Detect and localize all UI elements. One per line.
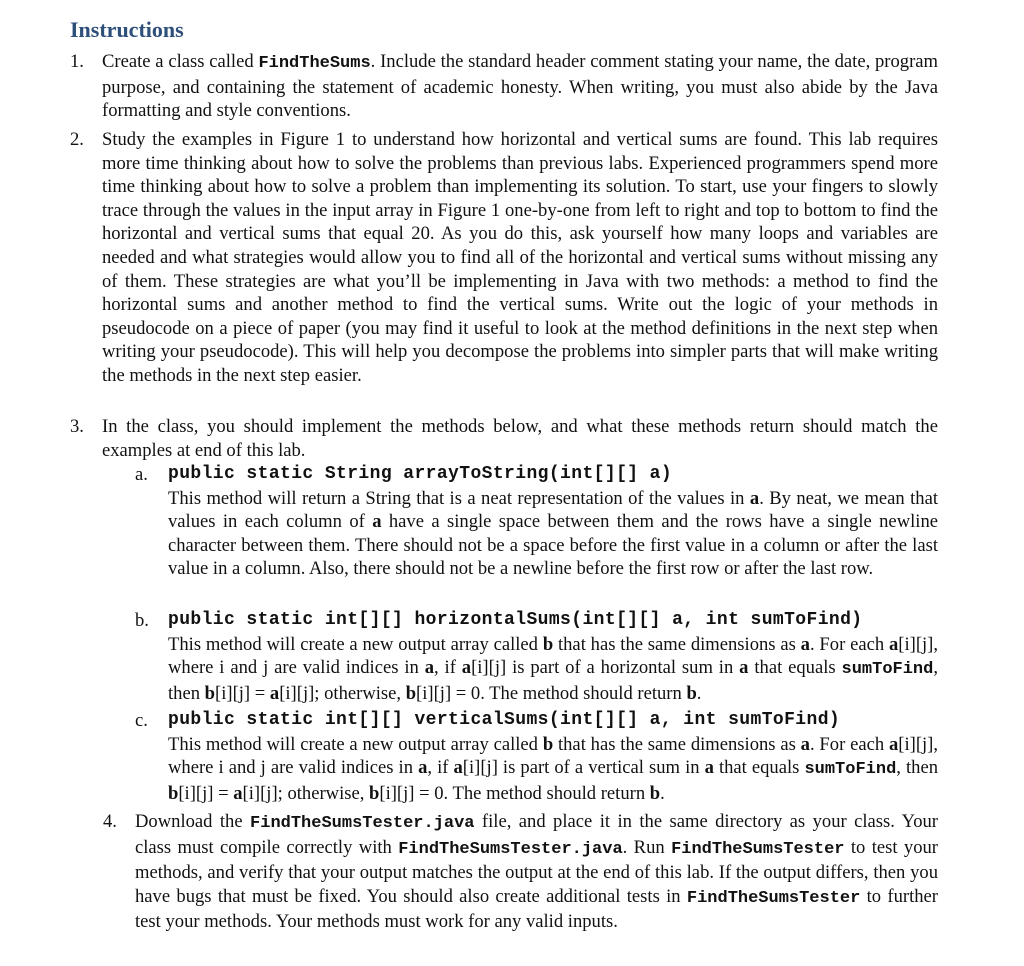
substep-b-description: This method will create a new output array called b that has the same dimensions as a. For each a[i][j], where i and j are valid indices in a, if a[i][j] is part of a horizontal sum in a that equals sumToFind, then b[i][j] = a[i][j]; otherwise, b[i][j] = 0. The method should return b. [168,633,939,704]
substep-letter: b. [135,610,149,631]
substep-letter: a. [135,464,148,485]
substep-letter: c. [135,710,148,731]
instructions-heading: Instructions [70,17,184,42]
step-number: 3. [70,416,84,437]
method-signature-horizontalSums: public static int[][] horizontalSums(int[][] a, int sumToFind) [168,610,863,630]
substep-a-description: This method will return a String that is a neat representation of the values in a. By neat, we mean that values in each column of a have a single space between them and the rows have a single newline character between them. There should not be a space before the first value in a column or after the last value in a column. Also, there should not be a newline before the first row or after the last row. [168,487,938,580]
tester-filename: FindTheSumsTester.java [250,814,475,833]
substep-b [135,609,938,705]
step-4 [103,810,938,934]
step-4-text: Download the FindTheSumsTester.java file, and place it in the same directory as your class. Your class must compile correctly with FindTheSumsTester.java. Run FindTheSumsTester to test your methods, and verify that your output matches the output at the end of this lab. If the output differs, then you have bugs that must be fixed. You should also create additional tests in FindTheSumsTester to further test your methods. Your methods must work for any valid inputs. [135,811,938,933]
step-1-text: Create a class called FindTheSums. Include the standard header comment stating your name, the date, program purpose, and containing the statement of academic honesty. When writing, you must also abide by the Java formatting and style conventions. [102,51,938,122]
substep-c-description: This method will create a new output array called b that has the same dimensions as a. For each a[i][j], where i and j are valid indices in a, if a[i][j] is part of a vertical sum in a that equals sumToFind, then b[i][j] = a[i][j]; otherwise, b[i][j] = 0. The method should return b. [168,733,939,804]
method-signature-arrayToString: public static String arrayToString(int[][] a) [168,464,673,484]
step-3-text: In the class, you should implement the methods below, and what these methods return should match the examples at end of this lab. [102,416,938,461]
step-3 [70,415,938,462]
step-number: 1. [70,51,84,72]
substep-a [135,463,938,581]
substep-c [135,709,938,805]
step-2-text: Study the examples in Figure 1 to understand how horizontal and vertical sums are found. This lab requires more time thinking about how to solve the problems than previous labs. Experienced programmers spend more time thinking about how to solve a problem than implementing its solution. To start, use your fingers to slowly trace through the values in the input array in Figure 1 one-by-one from left to right and top to bottom to find the horizontal and vertical sums that equal 20. As you do this, ask yourself how many loops and variables are needed and what strategies would allow you to find all of the horizontal and vertical sums without missing any of them. These strategies are what you’ll be implementing in Java with two methods: a method to find the horizontal sums and another method to find the vertical sums. Write out the logic of your methods in pseudocode on a piece of paper (you may find it useful to look at the method definitions in the next step when writing your pseudocode). This will help you decompose the problems into simpler parts that will make writing the methods in the next step easier. [102,129,938,386]
method-signature-verticalSums: public static int[][] verticalSums(int[][] a, int sumToFind) [168,710,841,730]
step-1 [70,50,938,123]
step-2 [70,128,938,388]
step-number: 2. [70,129,84,150]
class-name: FindTheSums [258,54,371,73]
step-number: 4. [103,811,117,832]
